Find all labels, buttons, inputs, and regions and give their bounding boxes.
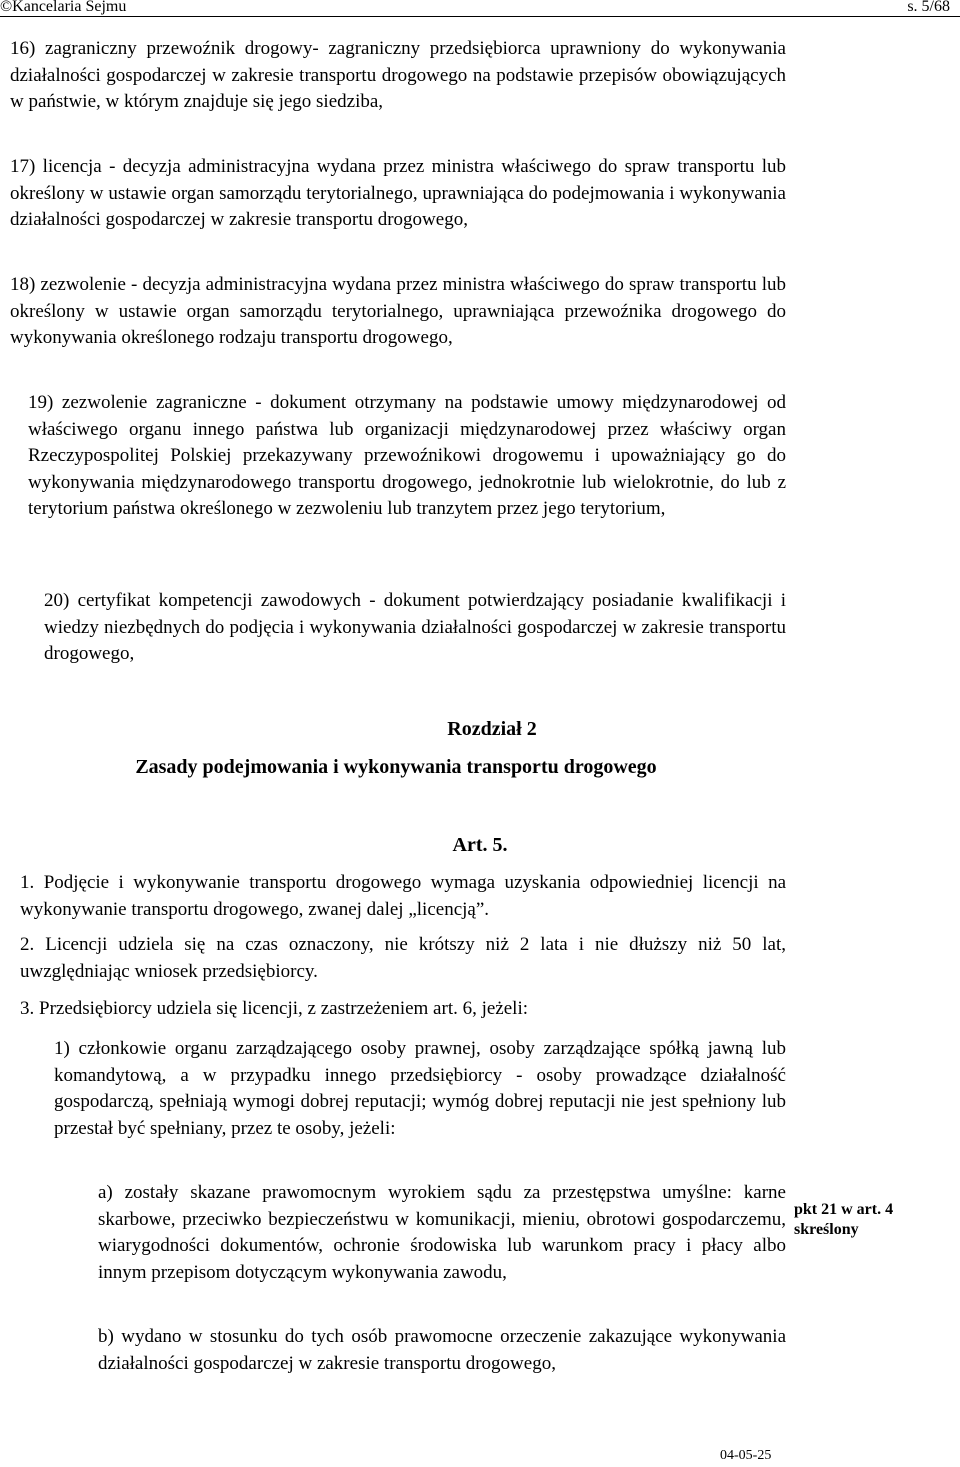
article-label: Art. 5. <box>452 834 508 856</box>
definition-number: 19) <box>28 392 54 413</box>
paragraph-text: Przedsiębiorcy udziela się licencji, z zastrzeżeniem art. 6, jeżeli: <box>39 998 529 1019</box>
header-publisher: ©Kancelaria Sejmu <box>0 0 127 15</box>
definition-text: zezwolenie zagraniczne - dokument otrzymany na podstawie umowy międzynarodowej od właściwego organu innego państwa lub organizacji międzynarodowej przez właściwy organ Rzeczypospolitej Polskiej przekazywany przewoźnikowi drogowemu i upoważniający go do wykonywania międzynarodowego transportu drogowego, jednokrotnie lub wielokrotnie, do lub z terytorium państwa określonego w zezwoleniu lub tranzytem przez jego terytorium, <box>28 392 787 519</box>
letter-label: b) <box>98 1326 114 1347</box>
article-paragraph-3 <box>20 996 786 1023</box>
definition-number: 17) <box>10 156 36 177</box>
definition-text: zagraniczny przewoźnik drogowy- zagraniczny przedsiębiorca uprawniony do wykonywania działalności gospodarczej w zakresie transportu drogowego na podstawie przepisów obowiązujących w państwie, w którym znajduje się jego siedziba, <box>10 38 786 112</box>
paragraph-text: Licencji udziela się na czas oznaczony, nie krótszy niż 2 lata i nie dłuższy niż 50 lat, uwzględniając wniosek przedsiębiorcy. <box>20 934 787 982</box>
point-text: członkowie organu zarządzającego osoby prawnej, osoby zarządzające spółką jawną lub komandytową, a w przypadku innego przedsiębiorcy - osoby prowadzące działalność gospodarczą, spełniają wymogi dobrej reputacji; wymóg dobrej reputacji nie jest spełniony lub przestał być spełniany, przez te osoby, jeżeli: <box>54 1038 786 1139</box>
definition-19 <box>28 390 786 523</box>
article-letter-a <box>98 1180 786 1286</box>
header-rule <box>0 16 960 17</box>
letter-text: zostały skazane prawomocnym wyrokiem sądu za przestępstwa umyślne: karne skarbowe, przeciwko bezpieczeństwu w komunikacji, mieniu, obrotowi gospodarczemu, wiarygodności dokumentów, ochronie środowiska lub warunkom pracy i płacy albo innym przepisom dotyczącym wykonywania zawodu, <box>98 1182 786 1283</box>
chapter-label: Rozdział 2 <box>447 718 537 740</box>
definition-text: certyfikat kompetencji zawodowych - dokument potwierdzający posiadanie kwalifikacji i wiedzy niezbędnych do podjęcia i wykonywania działalności gospodarczej w zakresie transportu drogowego, <box>44 590 786 664</box>
margin-note: pkt 21 w art. 4 skreślony <box>794 1201 894 1238</box>
header-page-number: s. 5/68 <box>907 0 950 15</box>
definition-text: licencja - decyzja administracyjna wydana przez ministra właściwego do spraw transportu lub określony w ustawie organ samorządu terytorialnego, uprawniająca do podejmowania i wykonywania działalności gospodarczej w zakresie transportu drogowego, <box>10 156 787 230</box>
letter-label: a) <box>98 1182 113 1203</box>
point-number: 1) <box>54 1038 70 1059</box>
article-paragraph-1 <box>20 870 786 923</box>
definition-18 <box>10 272 786 352</box>
footer-date: 04-05-25 <box>720 1448 772 1463</box>
definition-text: zezwolenie - decyzja administracyjna wydana przez ministra właściwego do spraw transportu lub określony w ustawie organ samorządu terytorialnego, uprawniająca przewoźnika drogowego do wykonywania określonego rodzaju transportu drogowego, <box>10 274 786 348</box>
paragraph-number: 2. <box>20 934 35 955</box>
definition-number: 16) <box>10 38 36 59</box>
definition-20 <box>44 588 786 668</box>
paragraph-number: 3. <box>20 998 35 1019</box>
article-paragraph-2 <box>20 932 786 985</box>
paragraph-text: Podjęcie i wykonywanie transportu drogowego wymaga uzyskania odpowiedniej licencji na wykonywanie transportu drogowego, zwanej dalej „licencją”. <box>20 872 787 920</box>
chapter-title: Zasady podejmowania i wykonywania transportu drogowego <box>135 756 657 778</box>
article-point-1 <box>54 1036 786 1142</box>
definition-16 <box>10 36 786 116</box>
definition-number: 18) <box>10 274 36 295</box>
letter-text: wydano w stosunku do tych osób prawomocne orzeczenie zakazujące wykonywania działalności gospodarczej w zakresie transportu drogowego, <box>98 1326 786 1374</box>
article-letter-b <box>98 1324 786 1377</box>
definition-17 <box>10 154 786 234</box>
definition-number: 20) <box>44 590 70 611</box>
paragraph-number: 1. <box>20 872 35 893</box>
page-header <box>0 0 960 20</box>
